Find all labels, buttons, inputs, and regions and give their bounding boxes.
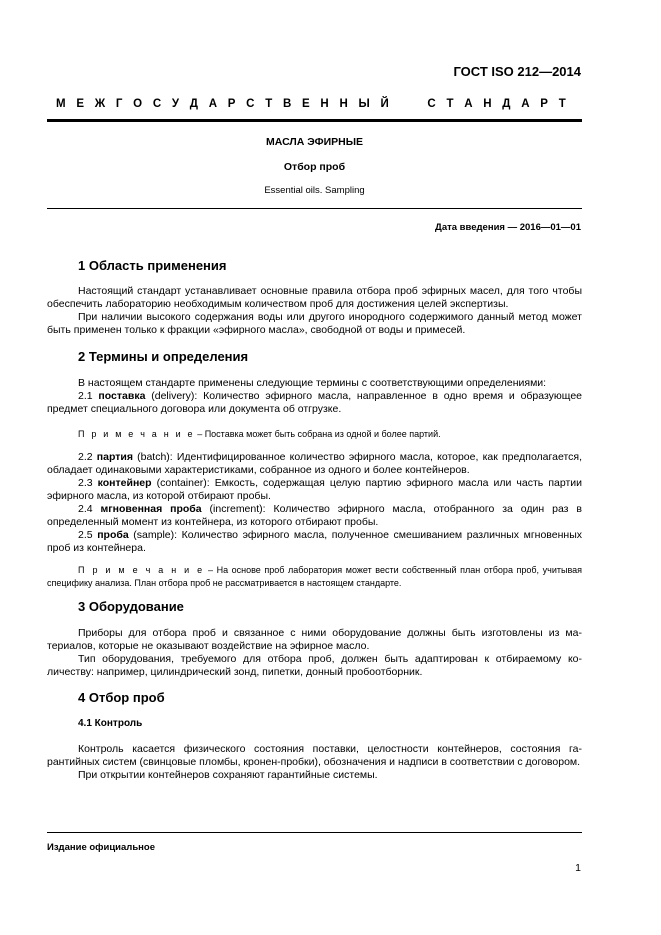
document-code: ГОСТ ISO 212—2014	[453, 64, 581, 79]
banner-letter: М	[56, 98, 66, 110]
banner-letter: Е	[76, 98, 84, 110]
paragraph: Настоящий стандарт устанавливает основные правила отбора проб эфирных масел, для того чтобы обеспечить лабораторию необходимым количеством проб для достижения целей экспертизы.	[47, 285, 582, 310]
term-2-3	[47, 477, 582, 503]
term-definition: (sample): Количество эфирного масла, полученное смешиванием различных мгновенных проб из контейнера.	[47, 529, 583, 554]
note-2	[47, 564, 582, 590]
header-rule	[47, 119, 582, 122]
term-2-5	[47, 529, 582, 555]
paragraph: При наличии высокого содержания воды или другого инородного содержимого данный метод может быть применен только к фракции «эфирного масла», свободной от воды и примесей.	[47, 311, 582, 336]
term-number: 2.1	[78, 390, 99, 402]
term-number: 2.4	[78, 503, 101, 515]
section-2-terms-a	[47, 377, 582, 416]
term-name: контейнер	[97, 477, 152, 489]
banner-letter: А	[208, 98, 218, 110]
section-1-text	[47, 285, 582, 337]
banner-letter: Р	[227, 98, 236, 110]
banner-letter: Ж	[94, 98, 106, 110]
section-2-heading: 2 Термины и определения	[78, 349, 249, 364]
paragraph: Контроль касается физического состояния поставки, целостности контейнеров, состояния гарантийных систем (свинцовые пломбы, кронен-пробки), обозначения и надписи в соответствии с договором.	[47, 743, 582, 768]
term-name: партия	[96, 451, 133, 463]
title-rule	[47, 208, 582, 209]
note-text: – На основе проб лаборатория может вести собственный план отбора проб, учитывая специфику анализа. План отбора проб не рассматривается в настоящем стандарте.	[47, 565, 583, 588]
term-2-1	[47, 390, 582, 416]
section-4-heading: 4 Отбор проб	[78, 690, 165, 705]
section-3-heading: 3 Оборудование	[78, 599, 184, 614]
introduction-date: Дата введения — 2016—01—01	[435, 222, 581, 233]
banner-letter: В	[282, 98, 292, 110]
banner-letter: Н	[339, 98, 348, 110]
section-2-terms-b	[47, 451, 582, 555]
paragraph: При открытии контейнеров сохраняют гарантийные системы.	[78, 769, 378, 781]
note-text: – Поставка может быть собрана из одной и более партий.	[194, 429, 441, 439]
banner-letter: С	[152, 98, 162, 110]
term-definition: (delivery): Количество эфирного масла, направленное в одно время и образующее предмет специального договора или документа об отгрузке.	[47, 390, 583, 415]
banner-letter: Н	[483, 98, 492, 110]
banner-letter: Н	[320, 98, 329, 110]
banner-letter: О	[133, 98, 143, 110]
subsection-4-1-heading: 4.1 Контроль	[78, 718, 143, 729]
banner-letter: А	[464, 98, 473, 110]
page-number: 1	[575, 862, 581, 874]
banner-letter: Р	[540, 98, 548, 110]
term-2-4	[47, 503, 582, 529]
banner-letter: Т	[446, 98, 454, 110]
banner-letter	[413, 98, 416, 110]
term-name: проба	[97, 529, 129, 541]
paragraph: В настоящем стандарте применены следующие термины с соответствующими определениями:	[78, 377, 547, 389]
term-name: мгновенная проба	[100, 503, 202, 515]
document-subtitle: Отбор проб	[283, 161, 346, 173]
banner-letter: Ы	[358, 98, 370, 110]
paragraph: Тип оборудования, требуемого для отбора проб, должен быть адаптирован к отбираемому количеству: например, цилиндрический зонд, пипетки, донный пробоотборник.	[47, 653, 582, 678]
banner-letter: Г	[115, 98, 123, 110]
banner-letter: У	[171, 98, 180, 110]
note-label: П р и м е ч а н и е	[78, 429, 195, 439]
term-number: 2.2	[78, 451, 97, 463]
section-4-1-text	[47, 743, 582, 782]
banner-letter: Д	[189, 98, 198, 110]
footer-rule	[47, 832, 582, 833]
term-number: 2.5	[78, 529, 98, 541]
paragraph: Приборы для отбора проб и связанное с ними оборудование должны быть изготовлены из материалов, которые не оказывают воздействие на эфирное масло.	[47, 627, 582, 652]
term-definition: (container): Емкость, содержащая целую партию эфирного масла или часть партии эфирного масла, из которой отбирают пробы.	[47, 477, 582, 502]
banner-letter: Е	[302, 98, 310, 110]
term-2-2	[47, 451, 582, 477]
document-english-title: Essential oils. Sampling	[264, 185, 365, 196]
note-label: П р и м е ч а н и е	[78, 565, 205, 575]
section-3-text	[47, 627, 582, 679]
banner-letter: Т	[558, 98, 566, 110]
edition-label: Издание официальное	[47, 842, 155, 853]
section-1-heading: 1 Область применения	[78, 258, 227, 273]
document-title: МАСЛА ЭФИРНЫЕ	[266, 136, 363, 148]
banner-letter: С	[246, 98, 255, 110]
term-definition: (increment): Количество эфирного масла, отобранного за один раз в определенный момент из контейнера, из которого отбирают пробы.	[47, 503, 582, 528]
banner-letter: Д	[502, 98, 511, 110]
banner-letter: А	[521, 98, 530, 110]
interstate-standard-banner	[56, 98, 566, 110]
banner-letter	[400, 98, 403, 110]
term-definition: (batch): Идентифицированное количество эфирного масла, которое, как предполагается, обладает одинаковыми характеристиками, собранное из одного и более контейнеров.	[47, 451, 582, 476]
term-name: поставка	[98, 390, 146, 402]
term-number: 2.3	[78, 477, 98, 489]
banner-letter: Й	[380, 98, 389, 110]
banner-letter: Т	[265, 98, 273, 110]
note-1	[47, 428, 582, 441]
banner-letter: С	[427, 98, 436, 110]
